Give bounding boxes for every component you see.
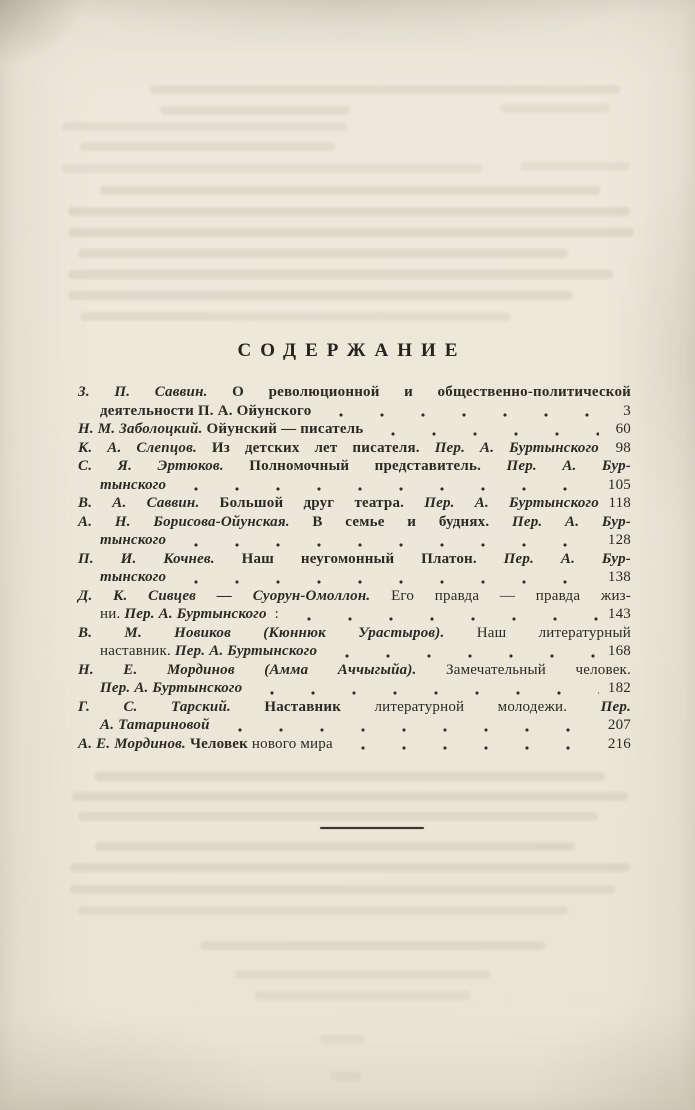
toc-entry: [78, 550, 631, 587]
ghost-text-line: [255, 991, 470, 1000]
text-segment: Наставник: [230, 698, 342, 715]
toc-entry-text: [100, 679, 242, 698]
toc-line: [78, 383, 631, 402]
toc-entry: [78, 698, 631, 735]
dot-leader: [219, 716, 599, 735]
toc-line: [78, 679, 631, 698]
text-segment: Наш литературный: [444, 624, 631, 641]
text-segment: Н. М. Заболоцкий.: [78, 421, 203, 437]
ghost-text-line: [78, 249, 568, 258]
toc-line: [78, 642, 631, 661]
toc-entry: [78, 439, 631, 458]
ghost-text-line: [70, 885, 615, 894]
text-segment: Человек: [186, 735, 248, 752]
text-segment: ни.: [100, 606, 121, 622]
text-segment: О революционной и общественно-политической: [207, 384, 631, 400]
text-segment: Пер. А. Буртынского: [404, 495, 599, 511]
ghost-text-line: [80, 142, 335, 151]
page-number: 182: [607, 680, 631, 696]
text-segment: А. Н. Борисова-Ойунская.: [78, 513, 290, 530]
ghost-text-line: [320, 1035, 365, 1044]
toc-line: [78, 420, 631, 439]
dot-leader: [326, 642, 599, 661]
toc-line: [78, 457, 631, 476]
ghost-text-line: [95, 842, 575, 851]
toc-entry: [78, 587, 631, 624]
ghost-text-line: [330, 1072, 362, 1081]
toc-line: [78, 624, 631, 643]
toc-entry-text: [78, 735, 333, 754]
text-segment: тынского: [100, 476, 167, 493]
text-segment: Пер. А. Бур-: [481, 458, 631, 474]
page-number: 60: [615, 421, 631, 437]
toc-entry-text: [78, 587, 631, 606]
ghost-text-line: [80, 312, 510, 321]
text-segment: нового мира: [247, 735, 333, 752]
toc-line: [78, 661, 631, 680]
toc-entry: [78, 735, 631, 754]
toc-entry-text: [78, 420, 363, 439]
toc-line: [78, 439, 631, 458]
ghost-text-line: [68, 291, 573, 300]
ghost-text-line: [62, 164, 482, 173]
ghost-text-line: [72, 792, 628, 801]
ghost-text-line: [200, 941, 545, 950]
toc-line: [78, 568, 631, 587]
text-segment: Пер.: [567, 698, 632, 715]
toc-line: [78, 513, 631, 532]
ghost-text-line: [95, 772, 605, 781]
page-number: 143: [607, 606, 631, 622]
toc-entry-text: [100, 568, 166, 587]
text-segment: Его правда — правда жиз-: [370, 587, 632, 604]
dot-leader: [175, 476, 599, 495]
toc-entry-text: [78, 550, 631, 569]
ghost-text-line: [68, 207, 630, 216]
page-number: 105: [607, 476, 631, 493]
page-number: 3: [623, 402, 631, 419]
text-segment: наставник.: [100, 643, 171, 659]
toc-entry-text: [100, 531, 166, 550]
text-segment: Из детских лет писателя.: [196, 439, 420, 456]
table-of-contents: [78, 383, 631, 753]
toc-entry-text: [78, 494, 599, 513]
text-segment: В. М. Новиков (Кюннюк Урастыров).: [78, 624, 445, 641]
ghost-text-line: [78, 812, 598, 821]
ghost-text-line: [70, 863, 630, 872]
ghost-text-line: [68, 270, 613, 279]
dot-leader: [251, 679, 599, 698]
ghost-text-line: [160, 106, 350, 115]
toc-entry-text: [100, 716, 210, 735]
dot-leader: [175, 531, 599, 550]
toc-entry-text: [78, 698, 631, 717]
text-segment: В. А. Саввин.: [78, 495, 200, 511]
ghost-text-line: [78, 906, 568, 915]
page-title: СОДЕРЖАНИЕ: [237, 340, 467, 361]
text-segment: А. Е. Мординов.: [78, 735, 186, 752]
page-number: 118: [608, 495, 631, 511]
ghost-text-line: [68, 228, 634, 237]
text-segment: Пер. А. Буртынского: [170, 643, 318, 659]
dot-leader: [342, 735, 599, 754]
toc-entry: [78, 420, 631, 439]
toc-entry: [78, 494, 631, 513]
toc-entry-text: [78, 661, 631, 680]
text-segment: Замечательный человек.: [416, 661, 631, 678]
text-segment: Наш неугомонный Платон.: [214, 550, 477, 567]
toc-line: [78, 716, 631, 735]
section-divider: [320, 827, 424, 829]
ghost-text-line: [235, 970, 490, 979]
ghost-text-line: [500, 104, 610, 113]
text-segment: деятельности П. А. Ойунского: [100, 402, 312, 419]
text-segment: З. П. Саввин.: [78, 384, 208, 400]
page-number: 168: [607, 643, 631, 659]
toc-entry-text: [78, 513, 631, 532]
ghost-text-line: [520, 162, 630, 171]
text-segment: литературной молодежи.: [341, 698, 568, 715]
text-segment: Пер. А. Буртынского: [120, 606, 267, 622]
dot-leader: [288, 605, 599, 624]
dot-leader: [372, 420, 599, 439]
dot-leader: [320, 402, 599, 421]
page-number: 98: [615, 439, 631, 456]
text-segment: тынского: [100, 532, 167, 548]
toc-line: [78, 402, 631, 421]
toc-line: [78, 587, 631, 606]
text-segment: П. И. Кочнев.: [78, 550, 215, 567]
page-number: 207: [607, 717, 631, 733]
ghost-text-line: [150, 85, 620, 94]
page-number: 128: [607, 532, 631, 548]
toc-line: [78, 605, 631, 624]
text-segment: К. А. Слепцов.: [78, 439, 197, 456]
toc-line: [78, 531, 631, 550]
text-segment: Пер. А. Буртынского: [419, 439, 600, 456]
toc-entry-text: [78, 457, 631, 476]
text-segment: Г. С. Тарский.: [78, 698, 231, 715]
page-number: 138: [607, 569, 631, 585]
text-segment: Д. К. Сивцев — Суорун-Омоллон.: [78, 587, 371, 604]
toc-entry-text: [100, 402, 311, 421]
toc-entry: [78, 624, 631, 661]
text-segment: Н. Е. Мординов (Амма Аччыгыйа).: [78, 661, 417, 678]
toc-entry-text: [78, 383, 631, 402]
text-segment: тынского: [100, 569, 167, 585]
toc-entry-text: [100, 476, 166, 495]
toc-entry: [78, 661, 631, 698]
toc-line: [78, 494, 631, 513]
text-segment: Пер. А. Буртынского: [100, 680, 243, 696]
toc-line: [78, 698, 631, 717]
text-segment: Пер. А. Бур-: [476, 550, 631, 567]
toc-entry-text: [78, 624, 631, 643]
toc-entry-text: [100, 605, 279, 624]
toc-entry-text: [78, 439, 599, 458]
text-segment: Большой друг театра.: [199, 495, 405, 511]
toc-entry: [78, 457, 631, 494]
ghost-text-line: [62, 122, 347, 131]
text-segment: Ойунский — писатель: [202, 421, 364, 437]
text-segment: А. Татариновой: [100, 717, 210, 733]
ghost-text-line: [100, 186, 600, 195]
text-segment: С. Я. Эртюков.: [78, 458, 224, 474]
text-segment: В семье и буднях.: [289, 513, 490, 530]
toc-line: [78, 550, 631, 569]
page-number: 216: [607, 735, 631, 752]
toc-line: [78, 735, 631, 754]
toc-line: [78, 476, 631, 495]
toc-entry: [78, 383, 631, 420]
text-segment: :: [266, 606, 280, 622]
dot-leader: [175, 568, 599, 587]
text-segment: Пер. А. Бур-: [489, 513, 631, 530]
text-segment: Полномочный представитель.: [223, 458, 482, 474]
toc-entry-text: [100, 642, 317, 661]
toc-entry: [78, 513, 631, 550]
